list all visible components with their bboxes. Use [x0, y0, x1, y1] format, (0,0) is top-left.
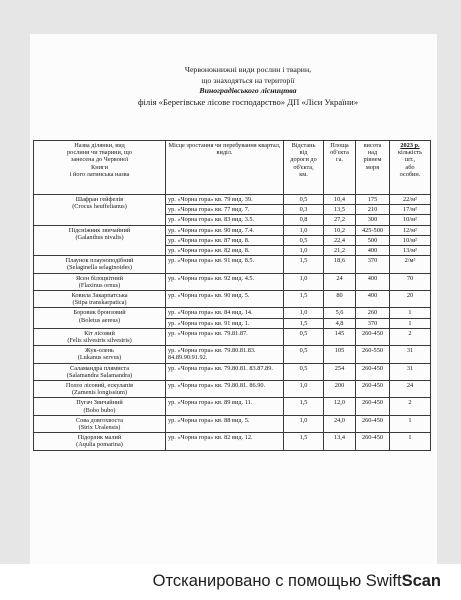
area-cell: 24,0 [324, 415, 356, 432]
species-cell [34, 381, 166, 398]
area-cell: 10,4 [324, 195, 356, 205]
species-cell [34, 291, 166, 308]
road-distance-cell: 1,0 [284, 273, 324, 290]
species-latin-name: (Lukanus servus) [77, 354, 122, 362]
altitude-cell: 260-450 [356, 433, 390, 450]
species-cell [34, 398, 166, 415]
altitude-cell: 300 [356, 215, 390, 225]
title-line-1: Червонокнижні види рослин і тварин, [184, 65, 312, 74]
species-latin-name: (Flaxinus ornus) [78, 281, 121, 289]
species-name: Пугач Звичайний [76, 399, 123, 407]
header-line: Місце зростання чи перебування квартал, виділ. [168, 142, 281, 157]
table-row [34, 398, 431, 415]
title-line-4: філія «Берегівське лісове господарство» ДП «Ліси України» [137, 96, 359, 107]
road-distance-cell: 0,5 [284, 363, 324, 380]
site-place-cell: ур. «Чорна гора» кв. 79 вид. 39. [166, 195, 284, 205]
count-cell: 22/м² [390, 195, 431, 205]
altitude-cell: 400 [356, 246, 390, 256]
species-cell [34, 273, 166, 290]
species-cell [34, 415, 166, 432]
header-species-name [34, 141, 166, 195]
count-cell: 1 [390, 433, 431, 450]
site-place-cell: ур. «Чорна гора» кв. 79.80.81. 86.90. [166, 381, 284, 398]
count-cell: 13/м² [390, 246, 431, 256]
species-name: Жук-олень [85, 347, 114, 355]
table-row [34, 415, 431, 432]
species-cell [34, 225, 166, 256]
species-name: Полоз лісовий, ескулапів [65, 382, 134, 390]
table-row [34, 308, 431, 318]
road-distance-cell: 0,5 [284, 235, 324, 245]
species-latin-name: (Galanthus nivalis) [75, 233, 124, 241]
site-place-cell: ур. «Чорна гора» кв. 83 вид. 3.5. [166, 215, 284, 225]
altitude-cell: 175 [356, 195, 390, 205]
count-cell: 24 [390, 381, 431, 398]
table-row [34, 328, 431, 345]
species-latin-name: (Stipa transkarpatica) [72, 299, 127, 307]
species-latin-name: (Bobo bubo) [83, 406, 116, 414]
species-name: Ковила Закарпатська [71, 292, 128, 300]
road-distance-cell: 1,0 [284, 308, 324, 318]
altitude-cell: 260 [356, 308, 390, 318]
table-row [34, 346, 431, 363]
header-line: км. [299, 170, 308, 178]
site-place-cell: ур. «Чорна гора» кв. 90 вид. 5. [166, 291, 284, 308]
title-line-2: що знаходяться на території [201, 75, 295, 85]
header-line: дороги до [290, 156, 317, 164]
count-cell: 12/м² [390, 225, 431, 235]
header-altitude [356, 141, 390, 195]
road-distance-cell: 0,5 [284, 328, 324, 345]
header-count [390, 141, 431, 195]
species-latin-name: (Selaginella selaginoides) [67, 264, 132, 272]
count-cell: 1 [390, 318, 431, 328]
table-row [34, 225, 431, 235]
road-distance-cell: 1,5 [284, 318, 324, 328]
area-cell: 13,5 [324, 205, 356, 215]
species-cell [34, 195, 166, 226]
site-place-cell: ур. «Чорна гора» кв. 90 вид. 7.4. [166, 225, 284, 235]
count-cell: 31 [390, 346, 431, 363]
header-line: рівнем [363, 156, 382, 164]
altitude-cell: 260-550 [356, 346, 390, 363]
site-place-cell: ур. «Чорна гора» кв. 91 вид. 1. [166, 318, 284, 328]
species-cell [34, 346, 166, 363]
header-line: об'єкта, [293, 163, 314, 171]
species-cell [34, 328, 166, 345]
site-place-cell: ур. «Чорна гора» кв. 84 вид. 14. [166, 308, 284, 318]
species-latin-name: (Felis silvestris silvestris) [67, 337, 132, 345]
table-body [34, 195, 431, 451]
table-row [34, 363, 431, 380]
header-line: об'єкта [330, 149, 349, 157]
header-line: від [299, 149, 308, 157]
area-cell: 18,6 [324, 256, 356, 273]
area-cell: 145 [324, 328, 356, 345]
altitude-cell: 260-450 [356, 381, 390, 398]
count-cell: 31 [390, 363, 431, 380]
table-row [34, 256, 431, 273]
species-name: Саламандра плямиста [70, 364, 129, 372]
road-distance-cell: 0,3 [284, 205, 324, 215]
road-distance-cell: 1,5 [284, 291, 324, 308]
area-cell: 13,4 [324, 433, 356, 450]
header-line: або [405, 163, 415, 171]
species-latin-name: (Zamenis longissium) [71, 389, 128, 397]
altitude-cell: 370 [356, 318, 390, 328]
count-cell: 10/м² [390, 215, 431, 225]
count-cell: 2 [390, 328, 431, 345]
table-row [34, 195, 431, 205]
count-cell: 1 [390, 308, 431, 318]
species-name: Ясен білоцвітний [75, 274, 123, 282]
header-line: моря [365, 163, 380, 171]
scan-footer [0, 564, 461, 600]
count-cell: 10/м² [390, 235, 431, 245]
species-cell [34, 363, 166, 380]
road-distance-cell: 1,0 [284, 225, 324, 235]
road-distance-cell: 0,5 [284, 195, 324, 205]
road-distance-cell: 1,5 [284, 398, 324, 415]
altitude-cell: 210 [356, 205, 390, 215]
area-cell: 254 [324, 363, 356, 380]
species-latin-name: (Boletus aereus) [78, 316, 121, 324]
area-cell: 200 [324, 381, 356, 398]
site-place-cell: ур. «Чорна гора» кв. 79.80.81.83. 84.89.90.91.92. [166, 346, 284, 363]
site-place-cell: ур. «Чорна гора» кв. 82 вид. 8. [166, 246, 284, 256]
area-cell: 105 [324, 346, 356, 363]
header-line: Назва ділянки, вид [74, 142, 125, 149]
site-place-cell: ур. «Чорна гора» кв. 91 вид. 8.5. [166, 256, 284, 273]
area-cell: 5,6 [324, 308, 356, 318]
road-distance-cell: 1,5 [284, 433, 324, 450]
header-line: висота [363, 142, 382, 149]
header-line: рослини чи тварини, що [66, 149, 133, 157]
road-distance-cell: 0,5 [284, 346, 324, 363]
altitude-cell: 260-450 [356, 328, 390, 345]
road-distance-cell: 1,5 [284, 256, 324, 273]
red-book-species-table [33, 140, 431, 451]
area-cell: 12,0 [324, 398, 356, 415]
site-place-cell: ур. «Чорна гора» кв. 82 вид. 12. [166, 433, 284, 450]
scan-watermark [153, 564, 441, 598]
header-line: і його латинська назва [69, 170, 130, 178]
table-row [34, 381, 431, 398]
species-name: Боровик бронзовий [73, 309, 126, 317]
title-line-3: Виноградівського лісництва [199, 86, 297, 95]
header-place [166, 141, 284, 195]
table-header-row [34, 141, 431, 195]
species-latin-name: (Crocus heuffelianus) [72, 203, 127, 211]
header-line: Площа [330, 142, 349, 149]
site-place-cell: ур. «Чорна гора» кв. 79.81.87. [166, 328, 284, 345]
road-distance-cell: 0,8 [284, 215, 324, 225]
area-cell: 4,8 [324, 318, 356, 328]
species-cell [34, 433, 166, 450]
site-place-cell: ур. «Чорна гора» кв. 89 вид. 11. [166, 398, 284, 415]
site-place-cell: ур. «Чорна гора» кв. 79.80.81. 83.87.89. [166, 363, 284, 380]
altitude-cell: 400 [356, 273, 390, 290]
site-place-cell: ур. «Чорна гора» кв. 77 вид. 7. [166, 205, 284, 215]
header-line: кількість [397, 149, 423, 157]
road-distance-cell: 1,0 [284, 415, 324, 432]
species-latin-name: (Aqulia pomarina) [76, 441, 123, 449]
species-name: Підорлик малий [77, 434, 122, 442]
species-name: Сова довгохвоста [75, 416, 124, 424]
area-cell: 80 [324, 291, 356, 308]
road-distance-cell: 1,0 [284, 381, 324, 398]
species-name: Плаунок плауноподібний [65, 257, 134, 265]
header-road-distance [284, 141, 324, 195]
header-line: особин. [399, 170, 421, 178]
watermark-brand: Scan [401, 572, 441, 590]
site-place-cell: ур. «Чорна гора» кв. 87 вид. 8. [166, 235, 284, 245]
species-cell [34, 256, 166, 273]
header-line: Книги [91, 163, 108, 171]
watermark-prefix: Отсканировано с помощью Swift [152, 572, 402, 590]
header-area [324, 141, 356, 195]
count-cell: 1 [390, 415, 431, 432]
header-line: га. [336, 156, 343, 164]
table-row [34, 433, 431, 450]
area-cell: 22,4 [324, 235, 356, 245]
site-place-cell: ур. «Чорна гора» кв. 88 вид. 5. [166, 415, 284, 432]
species-cell [34, 308, 166, 328]
table-row [34, 273, 431, 290]
document-title [58, 65, 438, 107]
header-year: 2023 р. [400, 142, 420, 149]
header-line: Відстань [291, 142, 316, 149]
site-place-cell: ур. «Чорна гора» кв. 92 вид. 4.5. [166, 273, 284, 290]
count-cell: 20 [390, 291, 431, 308]
area-cell: 21,2 [324, 246, 356, 256]
species-name: Кіт лісовий [84, 329, 115, 337]
count-cell: 2/м² [390, 256, 431, 273]
altitude-cell: 370 [356, 256, 390, 273]
count-cell: 70 [390, 273, 431, 290]
area-cell: 10,2 [324, 225, 356, 235]
area-cell: 24 [324, 273, 356, 290]
altitude-cell: 260-450 [356, 398, 390, 415]
header-line: шт., [404, 156, 416, 164]
road-distance-cell: 1,0 [284, 246, 324, 256]
area-cell: 27,2 [324, 215, 356, 225]
altitude-cell: 425-500 [356, 225, 390, 235]
header-line: над [367, 149, 378, 157]
table-row [34, 291, 431, 308]
species-name: Підсніжник звичайний [68, 226, 131, 234]
altitude-cell: 400 [356, 291, 390, 308]
species-name: Шафран гейфелів [75, 196, 124, 203]
species-latin-name: (Strix Uralensis) [78, 424, 121, 432]
header-line: занесена до Червоної [70, 156, 129, 164]
altitude-cell: 260-450 [356, 415, 390, 432]
altitude-cell: 260-450 [356, 363, 390, 380]
count-cell: 2 [390, 398, 431, 415]
count-cell: 17/м² [390, 205, 431, 215]
species-latin-name: (Salamandra Salamandra) [66, 371, 133, 379]
altitude-cell: 500 [356, 235, 390, 245]
